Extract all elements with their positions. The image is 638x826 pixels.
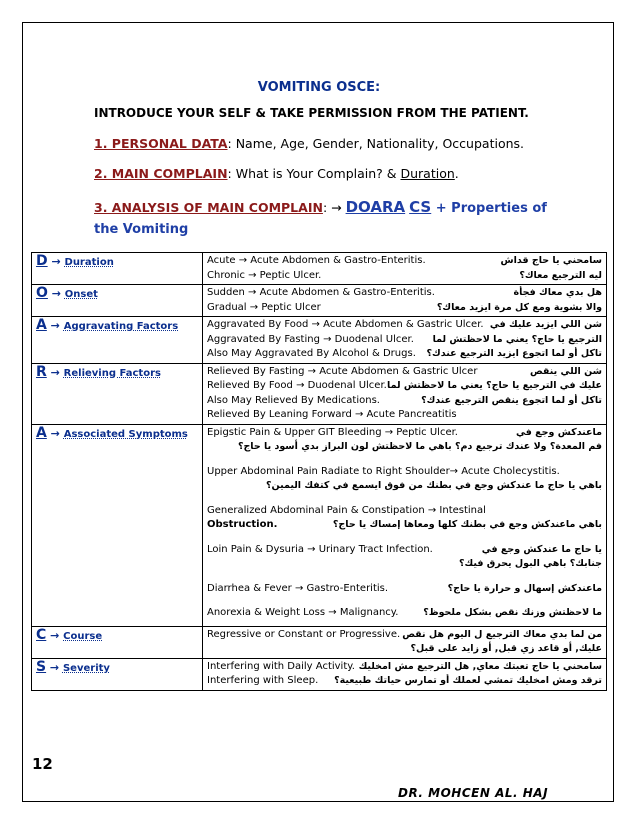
- page-number: 12: [32, 755, 53, 773]
- row-key: C → Course: [32, 626, 203, 658]
- row-content: Interfering with Daily Activity. سامحني يا حاج تعبتك معاي, هل الترجيع مش امخليك Interfering with Sleep. ترقد ومش امخليك تمشي لعملك أو تمارس حياتك طبيعية؟: [203, 658, 607, 690]
- analysis-line: 3. ANALYSIS OF MAIN COMPLAIN: → DOARA CS + Properties of: [94, 198, 547, 216]
- table-row: [32, 626, 607, 658]
- personal-data-label: 1. PERSONAL DATA: [94, 136, 228, 151]
- row-content: Relieved By Fasting → Acute Abdomen & Gastric Ulcer شن اللي ينقص Relieved By Food → Duodenal Ulcer. عليك في الترجيع يا حاج؟ يعني ما لاحظتش لما Also May Relieved By Medications. تاكل أو لما اتجوع ينقص الترجيع عندك؟ Relieved By Leaning Forward → Acute Pancreatitis: [203, 363, 607, 424]
- row-key: A → Aggravating Factors: [32, 317, 203, 364]
- table-row: [32, 285, 607, 317]
- row-content: Sudden → Acute Abdomen & Gastro-Enteritis. هل بدي معاك فجأة Gradual → Peptic Ulcer والا بشوية ومع كل مرة ايزيد معاك؟: [203, 285, 607, 317]
- row-content: Acute → Acute Abdomen & Gastro-Enteritis. سامحني يا حاج قداش Chronic → Peptic Ulcer. ليه الترجيع معاك؟: [203, 253, 607, 285]
- personal-data-line: 1. PERSONAL DATA: Name, Age, Gender, Nationality, Occupations.: [94, 136, 524, 151]
- row-key: D → Duration: [32, 253, 203, 285]
- table-row: [32, 253, 607, 285]
- row-content: Aggravated By Food → Acute Abdomen & Gastric Ulcer. شن اللي ايزيد عليك في Aggravated By Fasting → Duodenal Ulcer. الترجيع يا حاج؟ يعني ما لاحظتش لما Also May Aggravated By Alcohol & Drugs. تاكل أو لما اتجوع ايزيد الترجيع عندك؟: [203, 317, 607, 364]
- table-row: [32, 363, 607, 424]
- main-complain-line: 2. MAIN COMPLAIN: What is Your Complain? & Duration.: [94, 166, 459, 181]
- intro-line: INTRODUCE YOUR SELF & TAKE PERMISSION FROM THE PATIENT.: [94, 106, 529, 120]
- row-key: O → Onset: [32, 285, 203, 317]
- main-complain-label: 2. MAIN COMPLAIN: [94, 166, 228, 181]
- row-key: A → Associated Symptoms: [32, 424, 203, 626]
- table-row: [32, 424, 607, 626]
- analysis-line-2: the Vomiting: [94, 222, 189, 237]
- table-row: [32, 658, 607, 690]
- row-content: Epigstic Pain & Upper GIT Bleeding → Peptic Ulcer. ماعندكش وجع في فم المعدة؟ ولا عندك ترجيع دم؟ باهي ما لاحظتش لون البراز بدي أسود يا حاج؟ Upper Abdominal Pain Radiate to Right Shoulder→ Acute Cholecystitis. باهي يا حاج ما عندكش وجع في بطنك من فوق ايسمع في كتفك اليمين؟ Generalized Abdominal Pain & Constipation → Intestinal Obstruction. باهي ماعندكش وجع في بطنك كلها ومعاها إمساك يا حاج؟ Loin Pain & Dysuria → Urinary Tract Infection. يا حاج ما عندكش وجع في جنابك؟ باهي البول يحرق فيك؟ Diarrhea & Fever → Gastro-Enteritis. ماعندكش إسهال و حرارة يا حاج؟ Anorexia & Weight Loss → Malignancy. ما لاحظتش وزنك نقص بشكل ملحوظ؟: [203, 424, 607, 626]
- author-signature: DR. MOHCEN AL. HAJ: [398, 786, 549, 800]
- analysis-label: 3. ANALYSIS OF MAIN COMPLAIN: [94, 200, 323, 215]
- page-title: VOMITING OSCE:: [257, 80, 381, 95]
- row-key: S → Severity: [32, 658, 203, 690]
- doaracs-table: [31, 252, 607, 691]
- row-key: R → Relieving Factors: [32, 363, 203, 424]
- row-content: Regressive or Constant or Progressive. من لما بدي معاك الترجيع ل اليوم هل نقص عليك, أو قاعد زي قبل, أو زايد على قبل؟: [203, 626, 607, 658]
- table-row: [32, 317, 607, 364]
